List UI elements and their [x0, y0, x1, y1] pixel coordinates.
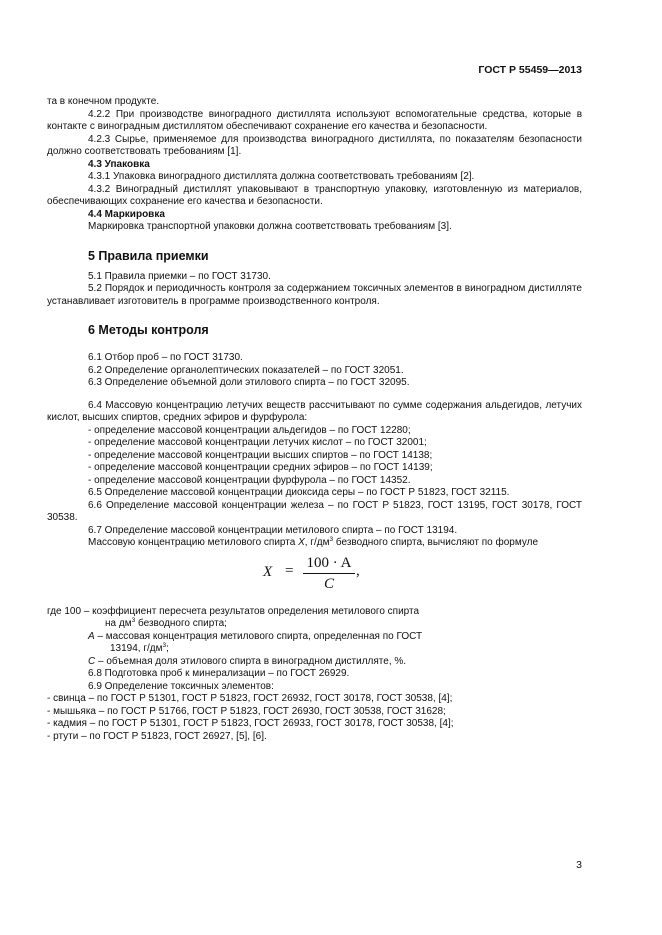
where-line-3: А – массовая концентрация метилового спирта, определенная по ГОСТ — [88, 630, 423, 642]
list-item: - мышьяка – по ГОСТ Р 51766, ГОСТ Р 51823, ГОСТ 26930, ГОСТ 30538, ГОСТ 31628; — [47, 705, 446, 717]
section-5-title: 5 Правила приемки — [88, 248, 209, 263]
formula-lhs: X — [263, 563, 273, 580]
list-item: - ртути – по ГОСТ Р 51823, ГОСТ 26927, [5], [6]. — [47, 730, 267, 742]
where-line-4: 13194, $г/дм^3$; — [110, 642, 169, 654]
formula-numerator: 100 · A — [306, 554, 352, 571]
list-item: - определение массовой концентрации высших спиртов – по ГОСТ 14138; — [88, 449, 433, 461]
paragraph-6-1: 6.1 Отбор проб – по ГОСТ 31730. — [88, 352, 243, 363]
page-content — [47, 96, 582, 743]
paragraph-6-7-formula-intro: Массовую концентрацию метилового спирта X, $г/дм^3$ безводного спирта, вычисляют по формуле — [88, 536, 539, 548]
list-item: - свинца – по ГОСТ Р 51301, ГОСТ Р 51823, ГОСТ 26932, ГОСТ 30178, ГОСТ 30538, [4]; — [47, 693, 453, 704]
paragraph-4-3-1: 4.3.1 Упаковка виноградного дистиллята должна соответствовать требованиям [2]. — [88, 171, 475, 182]
paragraph-4-2-3: 4.2.3 Сырье, применяемое для производства виноградного дистиллята, по показателям безопасности должно соответствовать требованиям [1]. — [47, 133, 582, 157]
paragraph-6-4: 6.4 Массовую концентрацию летучих веществ рассчитывают по сумме содержания альдегидов, летучих кислот, высших спиртов, средних эфиров и фурфурола: — [47, 399, 582, 423]
paragraph-6-5: 6.5 Определение массовой концентрации диоксида серы – по ГОСТ Р 51823, ГОСТ 32115. — [88, 487, 510, 498]
fraction-bar — [303, 573, 355, 574]
paragraph-continuation: та в конечном продукте. — [47, 96, 160, 107]
formula-denominator: C — [323, 575, 334, 592]
list-item: - определение массовой концентрации альдегидов – по ГОСТ 12280; — [88, 424, 411, 436]
paragraph-5-1: 5.1 Правила приемки – по ГОСТ 31730. — [88, 270, 271, 282]
subheading-4-3: 4.3 Упаковка — [88, 158, 150, 170]
paragraph-4-2-2: 4.2.2 При производстве виноградного дистиллята используют вспомогательные средства, которые в контакте с виноградным дистиллятом обеспечивают сохранение его качества и безопасности. — [47, 108, 582, 132]
formula-equals: = — [285, 562, 294, 579]
paragraph-6-2: 6.2 Определение органолептических показателей – по ГОСТ 32051. — [88, 364, 404, 376]
formula-comma: , — [356, 562, 360, 579]
paragraph-4-4: Маркировка транспортной упаковки должна соответствовать требованиям [3]. — [88, 221, 452, 232]
list-item: - определение массовой концентрации летучих кислот – по ГОСТ 32001; — [88, 437, 427, 448]
paragraph-6-3: 6.3 Определение объемной доли этилового спирта – по ГОСТ 32095. — [88, 377, 410, 388]
where-line-2: на $дм^3$ безводного спирта; — [105, 617, 227, 629]
section-6-title: 6 Методы контроля — [88, 323, 209, 337]
paragraph-5-2: 5.2 Порядок и периодичность контроля за содержанием токсичных элементов в виноградном дистилляте устанавливает изготовитель в программе производственного контроля. — [47, 283, 582, 307]
list-item: - определение массовой концентрации фурфурола – по ГОСТ 14352. — [88, 474, 411, 486]
where-line-5: С – объемная доля этилового спирта в виноградном дистилляте, %. — [88, 655, 407, 667]
where-line-1: где 100 – коэффициент пересчета результатов определения метилового спирта — [47, 605, 420, 617]
paragraph-4-3-2: 4.3.2 Виноградный дистиллят упаковывают в транспортную упаковку, изготовленную из материалов, обеспечивающих сохранение его качества и безопасности. — [47, 183, 582, 207]
formula-fraction — [303, 554, 355, 593]
subheading-4-4: 4.4 Маркировка — [88, 208, 165, 220]
paragraph-6-9: 6.9 Определение токсичных элементов: — [88, 680, 274, 692]
paragraph-6-8: 6.8 Подготовка проб к минерализации – по ГОСТ 26929. — [88, 668, 350, 679]
list-item: - определение массовой концентрации средних эфиров – по ГОСТ 14139; — [88, 462, 433, 473]
paragraph-6-7: 6.7 Определение массовой концентрации метилового спирта – по ГОСТ 13194. — [88, 524, 458, 536]
formula-methanol — [47, 554, 582, 598]
list-item: - кадмия – по ГОСТ Р 51301, ГОСТ Р 51823, ГОСТ 26933, ГОСТ 30178, ГОСТ 30538, [4]; — [47, 718, 454, 729]
paragraph-6-6: 6.6 Определение массовой концентрации железа – по ГОСТ Р 51823, ГОСТ 13195, ГОСТ 30178, ГОСТ 30538. — [47, 499, 582, 523]
variable-x: X — [298, 537, 305, 548]
page-number: 3 — [576, 859, 582, 871]
document-header-standard: ГОСТ Р 55459—2013 — [478, 64, 582, 76]
